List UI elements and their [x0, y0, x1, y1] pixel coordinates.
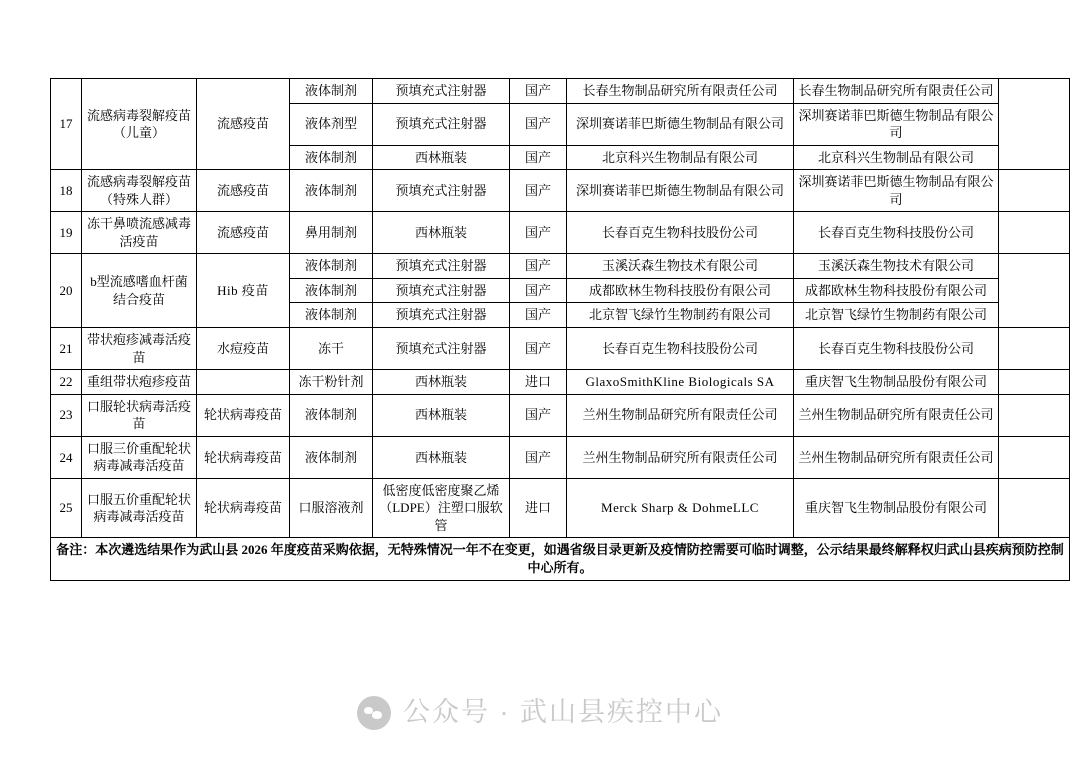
- cell-vaccine-category: 轮状病毒疫苗: [197, 394, 290, 436]
- cell-package: 西林瓶装: [373, 212, 510, 254]
- cell-vaccine-name: 口服五价重配轮状病毒减毒活疫苗: [82, 478, 197, 538]
- cell-package: 预填充式注射器: [373, 254, 510, 279]
- cell-extra: [999, 79, 1070, 170]
- cell-manufacturer: 北京智飞绿竹生物制药有限公司: [567, 303, 794, 328]
- cell-origin: 国产: [510, 145, 567, 170]
- vaccine-procurement-table: [50, 78, 1070, 581]
- cell-vaccine-name: 口服轮状病毒活疫苗: [82, 394, 197, 436]
- cell-extra: [999, 212, 1070, 254]
- cell-origin: 国产: [510, 212, 567, 254]
- cell-vaccine-category: 流感疫苗: [197, 79, 290, 170]
- cell-manufacturer: 兰州生物制品研究所有限责任公司: [567, 436, 794, 478]
- cell-index: 23: [51, 394, 82, 436]
- cell-vaccine-category: 流感疫苗: [197, 170, 290, 212]
- cell-dosage-form: 口服溶液剂: [290, 478, 373, 538]
- cell-manufacturer: 深圳赛诺菲巴斯德生物制品有限公司: [567, 103, 794, 145]
- table-row: [51, 370, 1070, 395]
- cell-dosage-form: 液体制剂: [290, 436, 373, 478]
- cell-origin: 国产: [510, 303, 567, 328]
- cell-supplier: 兰州生物制品研究所有限责任公司: [794, 436, 999, 478]
- cell-index: 21: [51, 328, 82, 370]
- cell-origin: 国产: [510, 394, 567, 436]
- cell-package: 预填充式注射器: [373, 303, 510, 328]
- cell-dosage-form: 液体制剂: [290, 79, 373, 104]
- table-row: [51, 170, 1070, 212]
- cell-manufacturer: 长春生物制品研究所有限责任公司: [567, 79, 794, 104]
- table-row: [51, 394, 1070, 436]
- cell-origin: 国产: [510, 170, 567, 212]
- cell-extra: [999, 478, 1070, 538]
- cell-package: 低密度低密度聚乙烯（LDPE）注塑口服软管: [373, 478, 510, 538]
- watermark-text: 公众号 · 武山县疾控中心: [403, 697, 723, 727]
- cell-package: 预填充式注射器: [373, 79, 510, 104]
- cell-vaccine-name: 流感病毒裂解疫苗（儿童）: [82, 79, 197, 170]
- cell-vaccine-name: 口服三价重配轮状病毒减毒活疫苗: [82, 436, 197, 478]
- cell-extra: [999, 170, 1070, 212]
- cell-dosage-form: 液体剂型: [290, 103, 373, 145]
- cell-manufacturer: 兰州生物制品研究所有限责任公司: [567, 394, 794, 436]
- cell-supplier: 成都欧林生物科技股份有限公司: [794, 278, 999, 303]
- cell-index: 25: [51, 478, 82, 538]
- table-row: [51, 436, 1070, 478]
- cell-manufacturer: 北京科兴生物制品有限公司: [567, 145, 794, 170]
- cell-manufacturer: 成都欧林生物科技股份有限公司: [567, 278, 794, 303]
- cell-origin: 国产: [510, 103, 567, 145]
- cell-vaccine-category: 水痘疫苗: [197, 328, 290, 370]
- watermark: [0, 690, 1080, 730]
- cell-extra: [999, 394, 1070, 436]
- cell-extra: [999, 370, 1070, 395]
- cell-dosage-form: 冻干: [290, 328, 373, 370]
- cell-supplier: 重庆智飞生物制品股份有限公司: [794, 478, 999, 538]
- cell-vaccine-category: 流感疫苗: [197, 212, 290, 254]
- cell-supplier: 深圳赛诺菲巴斯德生物制品有限公司: [794, 170, 999, 212]
- cell-dosage-form: 液体制剂: [290, 145, 373, 170]
- cell-package: 西林瓶装: [373, 436, 510, 478]
- cell-origin: 进口: [510, 370, 567, 395]
- cell-origin: 国产: [510, 436, 567, 478]
- cell-vaccine-category: [197, 370, 290, 395]
- cell-origin: 国产: [510, 278, 567, 303]
- cell-vaccine-name: 流感病毒裂解疫苗（特殊人群）: [82, 170, 197, 212]
- cell-supplier: 长春百克生物科技股份公司: [794, 212, 999, 254]
- cell-dosage-form: 液体制剂: [290, 170, 373, 212]
- cell-package: 西林瓶装: [373, 370, 510, 395]
- cell-index: 19: [51, 212, 82, 254]
- cell-vaccine-category: 轮状病毒疫苗: [197, 436, 290, 478]
- cell-supplier: 深圳赛诺菲巴斯德生物制品有限公司: [794, 103, 999, 145]
- cell-manufacturer: GlaxoSmithKline Biologicals SA: [567, 370, 794, 395]
- cell-package: 西林瓶装: [373, 394, 510, 436]
- cell-supplier: 重庆智飞生物制品股份有限公司: [794, 370, 999, 395]
- cell-manufacturer: 深圳赛诺菲巴斯德生物制品有限公司: [567, 170, 794, 212]
- cell-dosage-form: 液体制剂: [290, 303, 373, 328]
- cell-extra: [999, 436, 1070, 478]
- cell-manufacturer: Merck Sharp & DohmeLLC: [567, 478, 794, 538]
- cell-origin: 进口: [510, 478, 567, 538]
- cell-manufacturer: 长春百克生物科技股份公司: [567, 212, 794, 254]
- wechat-icon: [357, 696, 391, 730]
- cell-extra: [999, 328, 1070, 370]
- cell-extra: [999, 254, 1070, 328]
- cell-vaccine-name: 冻干鼻喷流感减毒活疫苗: [82, 212, 197, 254]
- cell-supplier: 北京科兴生物制品有限公司: [794, 145, 999, 170]
- cell-index: 20: [51, 254, 82, 328]
- cell-vaccine-category: Hib 疫苗: [197, 254, 290, 328]
- cell-manufacturer: 长春百克生物科技股份公司: [567, 328, 794, 370]
- cell-index: 24: [51, 436, 82, 478]
- cell-origin: 国产: [510, 328, 567, 370]
- cell-index: 22: [51, 370, 82, 395]
- table-row: [51, 328, 1070, 370]
- cell-vaccine-name: b型流感嗜血杆菌结合疫苗: [82, 254, 197, 328]
- cell-dosage-form: 液体制剂: [290, 254, 373, 279]
- table-row: [51, 212, 1070, 254]
- cell-vaccine-name: 重组带状疱疹疫苗: [82, 370, 197, 395]
- cell-supplier: 长春百克生物科技股份公司: [794, 328, 999, 370]
- cell-supplier: 兰州生物制品研究所有限责任公司: [794, 394, 999, 436]
- cell-dosage-form: 鼻用制剂: [290, 212, 373, 254]
- cell-package: 预填充式注射器: [373, 170, 510, 212]
- cell-dosage-form: 液体制剂: [290, 394, 373, 436]
- cell-vaccine-category: 轮状病毒疫苗: [197, 478, 290, 538]
- table-note-row: [51, 538, 1070, 580]
- cell-supplier: 北京智飞绿竹生物制药有限公司: [794, 303, 999, 328]
- cell-package: 预填充式注射器: [373, 328, 510, 370]
- cell-dosage-form: 液体制剂: [290, 278, 373, 303]
- cell-supplier: 玉溪沃森生物技术有限公司: [794, 254, 999, 279]
- table-row: [51, 79, 1070, 104]
- table-row: [51, 478, 1070, 538]
- cell-index: 18: [51, 170, 82, 212]
- table-row: [51, 254, 1070, 279]
- cell-vaccine-name: 带状疱疹减毒活疫苗: [82, 328, 197, 370]
- cell-package: 预填充式注射器: [373, 278, 510, 303]
- cell-origin: 国产: [510, 254, 567, 279]
- cell-package: 西林瓶装: [373, 145, 510, 170]
- cell-manufacturer: 玉溪沃森生物技术有限公司: [567, 254, 794, 279]
- cell-index: 17: [51, 79, 82, 170]
- table-note: 备注：本次遴选结果作为武山县 2026 年度疫苗采购依据，无特殊情况一年不在变更，如遇省级目录更新及疫情防控需要可临时调整，公示结果最终解释权归武山县疾病预防控制中心所有。: [51, 538, 1070, 580]
- cell-supplier: 长春生物制品研究所有限责任公司: [794, 79, 999, 104]
- cell-package: 预填充式注射器: [373, 103, 510, 145]
- cell-origin: 国产: [510, 79, 567, 104]
- cell-dosage-form: 冻干粉针剂: [290, 370, 373, 395]
